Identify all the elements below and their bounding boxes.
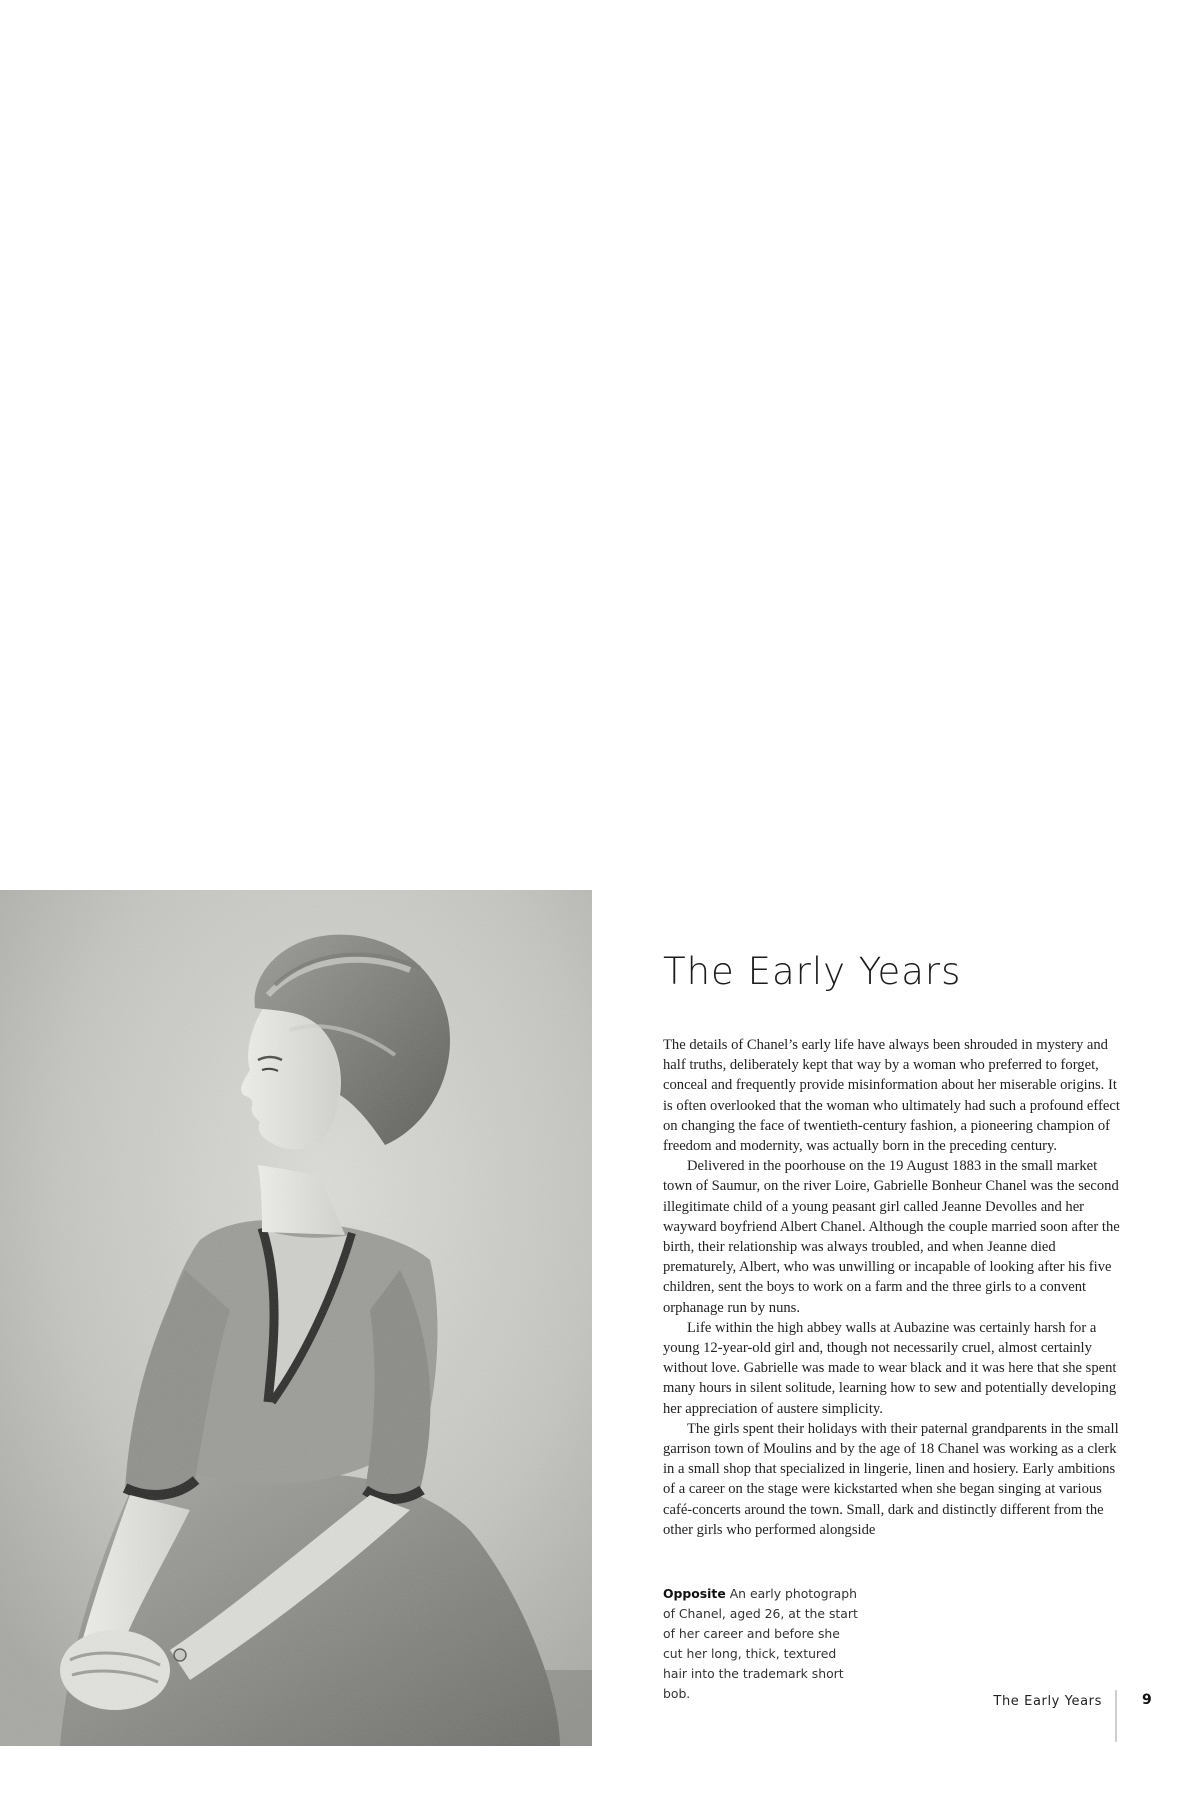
caption-text: An early photograph of Chanel, aged 26, at the start of her career and before she cut her long, thick, textured hair into the trademark short bob. [663, 1586, 858, 1701]
chanel-portrait-photo [0, 890, 592, 1746]
chapter-title: The Early Years [663, 950, 962, 993]
body-paragraph: Delivered in the poorhouse on the 19 August 1883 in the small market town of Saumur, on the river Loire, Gabrielle Bonheur Chanel was the second illegitimate child of a young peasant girl called Jeanne Devolles and her wayward boyfriend Albert Chanel. Although the couple married soon after the birth, their relationship was always troubled, and when Jeanne died prematurely, Albert, who was unwilling or incapable of looking after his five children, sent the boys to work on a farm and the three girls to a convent orphanage run by nuns. [663, 1158, 1120, 1316]
footer-divider [1115, 1690, 1117, 1742]
caption-label: Opposite [663, 1586, 726, 1601]
page-number: 9 [1142, 1692, 1152, 1708]
body-paragraph: Life within the high abbey walls at Aubazine was certainly harsh for a young 12-year-old girl and, though not necessarily cruel, almost certainly without love. Gabrielle was made to wear black and it was here that she spent many hours in silent solitude, learning how to sew and potentially developing her appreciation of austere simplicity. [663, 1319, 1117, 1417]
body-text [663, 1035, 1120, 1540]
photo-caption [663, 1584, 863, 1704]
running-footer-title: The Early Years [993, 1694, 1102, 1709]
body-paragraph: The girls spent their holidays with their paternal grandparents in the small garrison town of Moulins and by the age of 18 Chanel was working as a clerk in a small shop that specialized in lingerie, linen and hosiery. Early ambitions of a career on the stage were kickstarted when she began singing at various café-concerts around the town. Small, dark and distinctly different from the other girls who performed alongside [663, 1420, 1119, 1538]
body-paragraph: The details of Chanel’s early life have always been shrouded in mystery and half truths, deliberately kept that way by a woman who preferred to forget, conceal and frequently provide misinformation about her miserable origins. It is often overlooked that the woman who ultimately had such a profound effect on changing the face of twentieth-century fashion, a pioneering champion of freedom and modernity, was actually born in the preceding century. [663, 1037, 1120, 1155]
